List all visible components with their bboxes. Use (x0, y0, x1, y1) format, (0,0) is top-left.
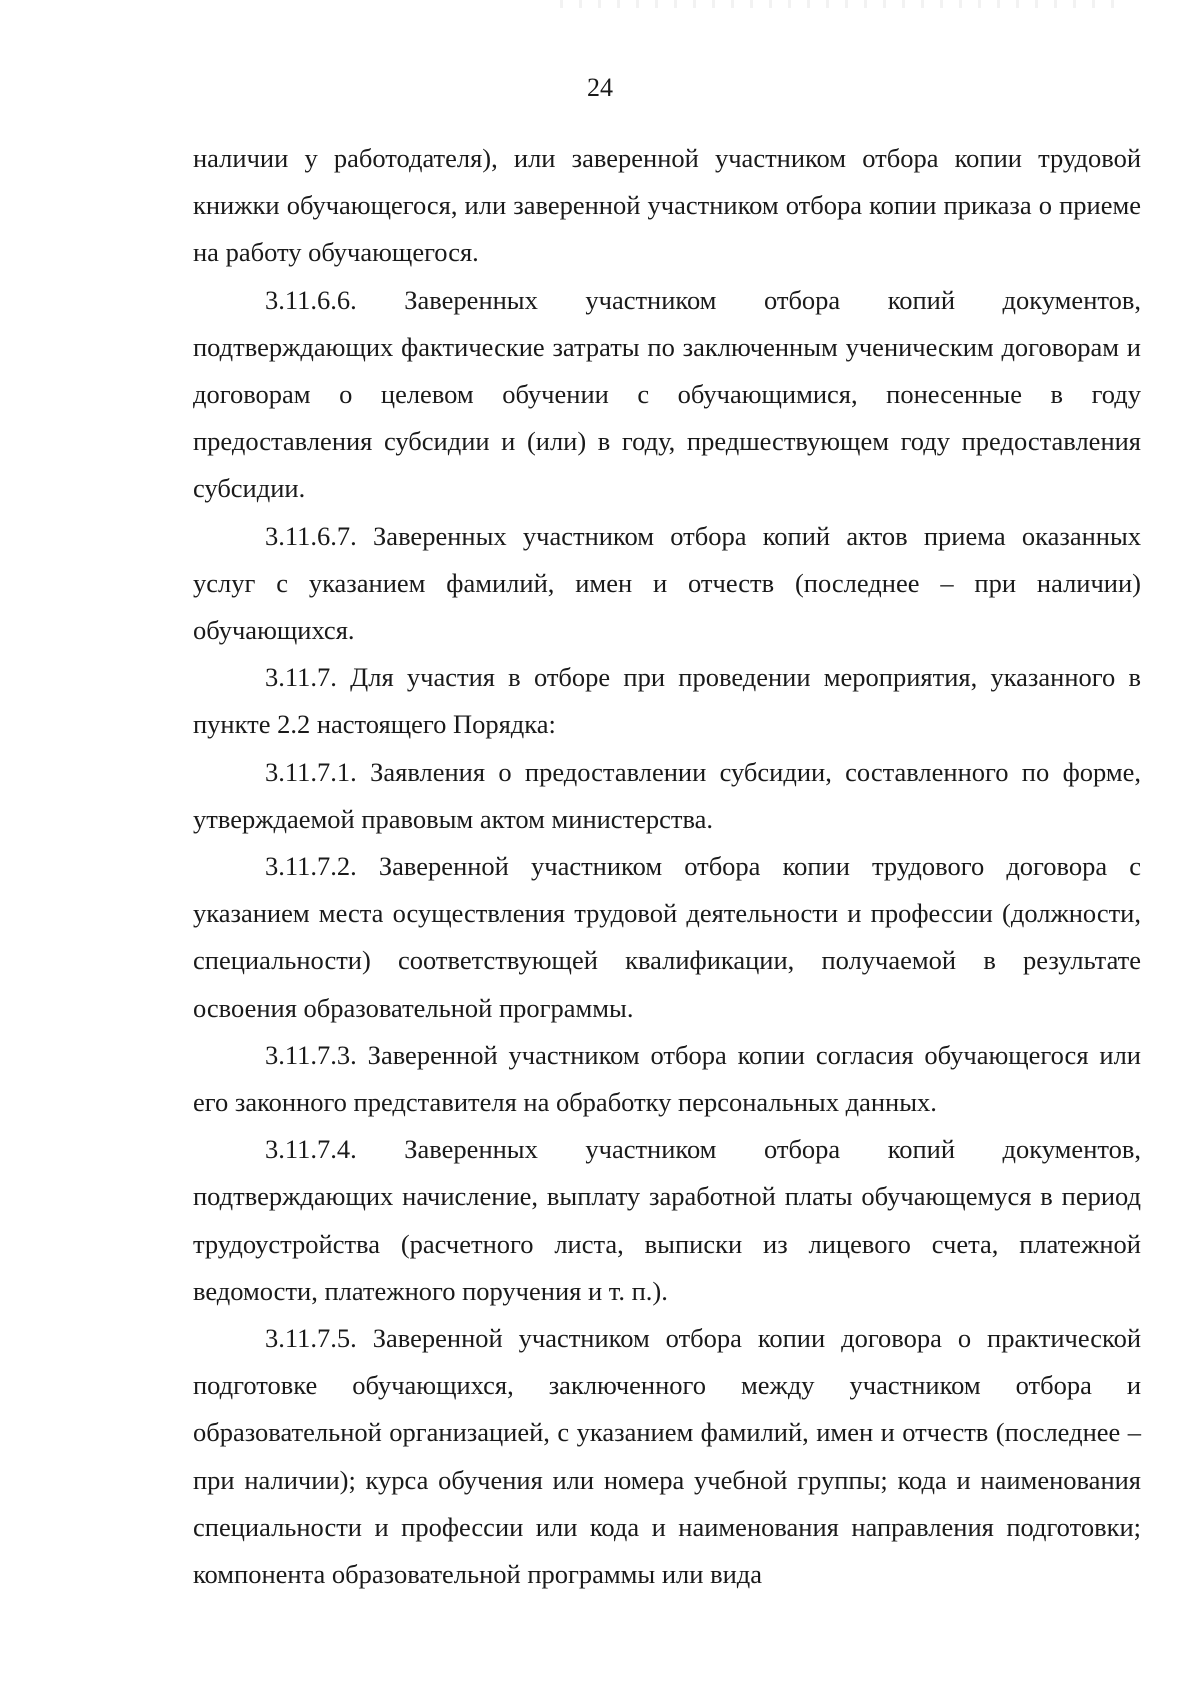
paragraph-3-11-6-6: 3.11.6.6. Заверенных участником отбора копий документов, подтверждающих фактические затраты по заключенным ученическим договорам и договорам о целевом обучении с обучающимися, понесенные в году предоставления субсидии и (или) в году, предшествующем году предоставления субсидии. (193, 284, 1141, 504)
paragraph-3-11-7-1: 3.11.7.1. Заявления о предоставлении субсидии, составленного по форме, утверждаемой правовым актом министерства. (193, 756, 1141, 834)
document-body (193, 135, 1141, 1598)
page-number: 24 (587, 73, 613, 102)
paragraph-3-11-7-5: 3.11.7.5. Заверенной участником отбора копии договора о практической подготовке обучающихся, заключенного между участником отбора и образовательной организацией, с указанием фамилий, имен и отчеств (последнее – при наличии); курса обучения или номера учебной группы; кода и наименования специальности и профессии или кода и наименования направления подготовки; компонента образовательной программы или вида (193, 1323, 1141, 1590)
paragraph-3-11-6-7: 3.11.6.7. Заверенных участником отбора копий актов приема оказанных услуг с указанием фамилий, имен и отчеств (последнее – при наличии) обучающихся. (193, 520, 1141, 646)
paragraph-continuation: наличии у работодателя), или заверенной участником отбора копии трудовой книжки обучающегося, или заверенной участником отбора копии приказа о приеме на работу обучающегося. (193, 143, 1141, 268)
scan-artifact (560, 0, 1120, 8)
paragraph-3-11-7-4: 3.11.7.4. Заверенных участником отбора копий документов, подтверждающих начисление, выплату заработной платы обучающемуся в период трудоустройства (расчетного листа, выписки из лицевого счета, платежной ведомости, платежного поручения и т. п.). (193, 1134, 1141, 1306)
paragraph-3-11-7-2: 3.11.7.2. Заверенной участником отбора копии трудового договора с указанием места осуществления трудовой деятельности и профессии (должности, специальности) соответствующей квалификации, получаемой в результате освоения образовательной программы. (193, 851, 1141, 1023)
paragraph-3-11-7-3: 3.11.7.3. Заверенной участником отбора копии согласия обучающегося или его законного представителя на обработку персональных данных. (193, 1039, 1141, 1118)
paragraph-3-11-7: 3.11.7. Для участия в отборе при проведении мероприятия, указанного в пункте 2.2 настоящего Порядка: (193, 662, 1141, 740)
